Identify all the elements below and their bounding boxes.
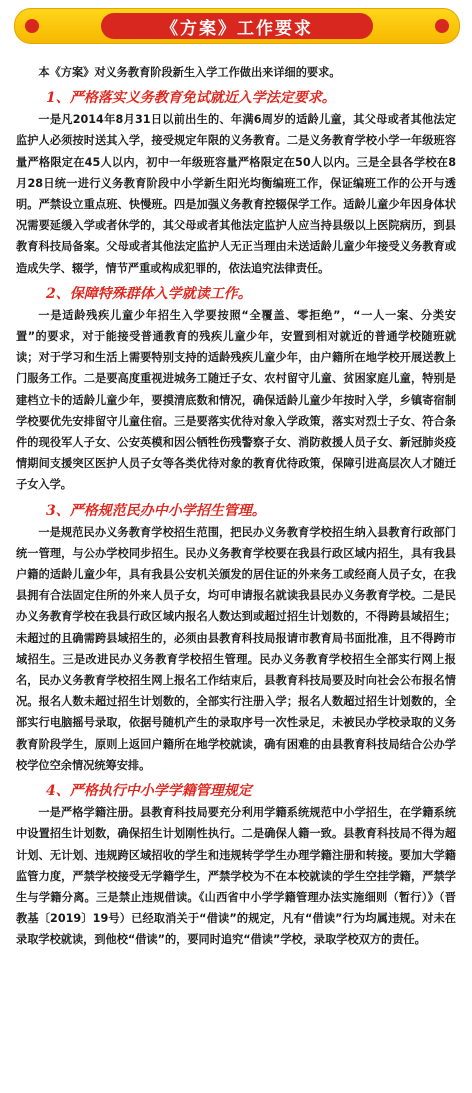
banner-title: 《方案》工作要求 (101, 13, 373, 39)
section-1-heading: 1、严格落实义务教育免试就近入学法定要求。 (46, 90, 336, 107)
document-body (16, 62, 456, 955)
intro-paragraph: 本《方案》对义务教育阶段新生入学工作做出来详细的要求。 (38, 66, 341, 79)
banner-right-dot (435, 19, 449, 33)
section-1-body: 一是凡2014年8月31日以前出生的、年满6周岁的适龄儿童，其父母或者其他法定监护人必须按时送其入学，接受规定年限的义务教育。二是义务教育学校小学一年级班容量严格限定在45人以内，初中一年级班容量严格限定在50人以内。三是全县各学校在8月28日统一进行义务教育阶段中小学新生阳光均衡编班工作，保证编班工作的公开与透明。严禁设立重点班、快慢班。四是加强义务教育控辍保学工作。适龄儿童少年因身体状况需要延缓入学或者休学的，其父母或者其他法定监护人应当持县级以上医院病历，到县教育科技局备案。父母或者其他法定监护人无正当理由未送适龄儿童少年接受义务教育或造成失学、辍学，情节严重或构成犯罪的，依法追究法律责任。 (16, 113, 456, 275)
section-4 (16, 780, 456, 950)
section-4-heading: 4、严格执行中小学学籍管理规定 (46, 783, 252, 800)
section-1 (16, 87, 456, 279)
section-2-heading: 2、保障特殊群体入学就读工作。 (46, 285, 252, 302)
title-banner (14, 8, 460, 44)
banner-left-dot (25, 19, 39, 33)
section-3-heading: 3、严格规范民办中小学招生管理。 (46, 502, 266, 519)
section-3 (16, 500, 456, 776)
section-2-body: 一是适龄残疾儿童少年招生入学要按照“全覆盖、零拒绝”，“一人一案、分类安置”的要求，对于能接受普通教育的残疾儿童少年，安置到相对就近的普通学校随班就读；对于学习和生活上需要特别支持的适龄残疾儿童少年，由户籍所在地学校开展送教上门服务工作。二是要高度重视进城务工随迁子女、农村留守儿童、贫困家庭儿童，特别是建档立卡的适龄儿童少年，要摸清底数和情况，确保适龄儿童少年按时入学，乡镇寄宿制学校要优先安排留守儿童住宿。三是要落实优待对象入学政策，落实对烈士子女、符合条件的现役军人子女、公安英模和因公牺牲伤残警察子女、消防救援人员子女、新冠肺炎疫情期间支援突区医护人员子女等各类优待对象的教育优待政策，保障引进高层次人才随迁子女入学。 (16, 308, 456, 492)
section-2 (16, 283, 456, 496)
section-4-body: 一是严格学籍注册。县教育科技局要充分利用学籍系统规范中小学招生，在学籍系统中设置招生计划数，确保招生计划刚性执行。二是确保人籍一致。县教育科技局不得为超计划、无计划、违规跨区域招收的学生和违规转学学生办理学籍注册和转接。要加大学籍监管力度，严禁学校接受无学籍学生，严禁学校为不在本校就读的学生空挂学籍，严禁学生与学籍分离。三是禁止违规借读。《山西省中小学学籍管理办法实施细则（暂行）》（晋教基〔2019〕19号）已经取消关于“借读”的规定，凡有“借读”行为均属违规。对未在录取学校就读，到他校“借读”的，要同时追究“借读”学校，录取学校双方的责任。 (16, 806, 456, 947)
section-3-body: 一是规范民办义务教育学校招生范围，把民办义务教育学校招生纳入县教育行政部门统一管理，与公办学校同步招生。民办义务教育学校要在我县行政区域内招生，具有我县户籍的适龄儿童少年，具有我县公安机关颁发的居住证的外来务工或经商人员子女，在我县拥有合法固定住所的外来人员子女，均可申请报名就读我县民办义务教育学校。二是民办义务教育学校在我县行政区域内报名人数达到或超过招生计划数的，不得跨县域招生；未超过的且确需跨县域招生的，必须由县教育科技局报请市教育局书面批准，且不得跨市域招生。三是改进民办义务教育学校招生管理。民办义务教育学校招生全部实行网上报名，民办义务教育学校招生网上报名工作结束后，县教育科技局要及时向社会公布报名情况。报名人数未超过招生计划数的，全部实行注册入学；报名人数超过招生计划数的，全部实行电脑摇号录取，依据号随机产生的录取序号一次性录足，未被民办学校录取的义务教育阶段学生，原则上返回户籍所在地学校就读，确有困难的由县教育科技局结合公办学校学位空余情况统筹安排。 (16, 525, 456, 772)
